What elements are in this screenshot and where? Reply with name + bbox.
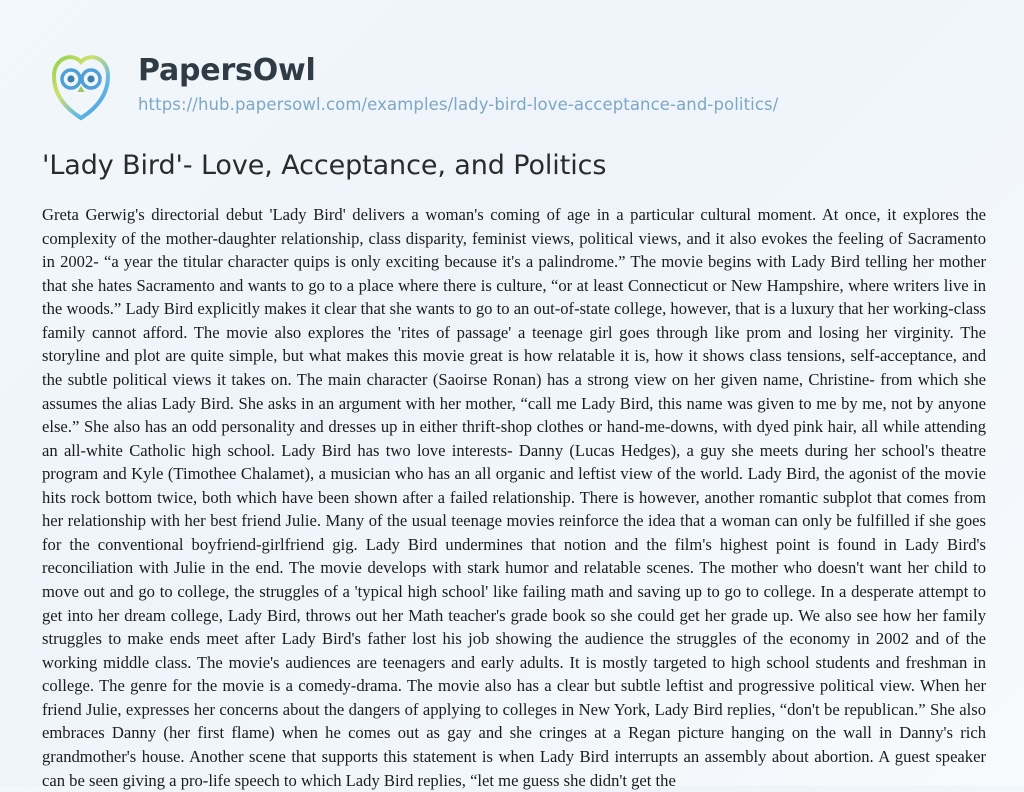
article-body-text: Greta Gerwig's directorial debut 'Lady Bird' delivers a woman's coming of age in a particular cultural moment. At once, it explores the complexity of the mother-daughter relationship, class disparity, feminist views, political views, and it also evokes the feeling of Sacramento in 2002- “a year the titular character quips is only exciting because it's a palindrome.” The movie begins with Lady Bird telling her mother that she hates Sacramento and wants to go to a place where there is culture, “or at least Connecticut or New Hampshire, where writers live in the woods.” Lady Bird explicitly makes it clear that she wants to go to an out-of-state college, however, that is a luxury that her working-class family cannot afford. The movie also explores the 'rites of passage' a teenage girl goes through like prom and losing her virginity. The storyline and plot are quite simple, but what makes this movie great is how relatable it is, how it shows class tensions, self-acceptance, and the subtle political views it takes on. The main character (Saoirse Ronan) has a strong view on her given name, Christine- from which she assumes the alias Lady Bird. She asks in an argument with her mother, “call me Lady Bird, this name was given to me by me, not by anyone else.” She also has an odd personality and dresses up in either thrift-shop clothes or hand-me-downs, with dyed pink hair, all while attending an all-white Catholic high school. Lady Bird has two love interests- Danny (Lucas Hedges), a guy she meets during her school's theatre program and Kyle (Timothee Chalamet), a musician who has an all organic and leftist view of the world. Lady Bird, the agonist of the movie hits rock bottom twice, both which have been shown after a failed relationship. There is however, another romantic subplot that comes from her relationship with her best friend Julie. Many of the usual teenage movies reinforce the idea that a woman can only be fulfilled if she goes for the conventional boyfriend-girlfriend gig. Lady Bird undermines that notion and the film's highest point is found in Lady Bird's reconciliation with Julie in the end. The movie develops with stark humor and relatable scenes. The mother who doesn't want her child to move out and go to college, the struggles of a 'typical high school' like failing math and saving up to go to college. In a desperate attempt to get into her dream college, Lady Bird, throws out her Math teacher's grade book so she could get her grade up. We also see how her family struggles to make ends meet after Lady Bird's father lost his job showing the audience the struggles of the economy in 2002 and of the working middle class. The movie's audiences are teenagers and early adults. It is mostly targeted to high school students and freshman in college. The genre for the movie is a comedy-drama. The movie also has a clear but subtle leftist and progressive political view. When her friend Julie, expresses her concerns about the dangers of applying to colleges in New York, Lady Bird replies, “don't be republican.” She also embraces Danny (her first flame) when he comes out as gay and she cringes at a Regan picture hanging on the wall in Danny's rich grandmother's house. Another scene that supports this statement is when Lady Bird interrupts an assembly about abortion. A guest speaker can be seen giving a pro-life speech to which Lady Bird replies, “let me guess she didn't get the xyxy=(42,205,986,790)
brand-block xyxy=(138,42,778,114)
page-title: 'Lady Bird'- Love, Acceptance, and Politics xyxy=(42,150,607,181)
source-url[interactable]: https://hub.papersowl.com/examples/lady-bird-love-acceptance-and-politics/ xyxy=(138,95,779,114)
brand-name: PapersOwl xyxy=(138,53,316,88)
owl-logo-icon xyxy=(42,46,120,124)
site-header xyxy=(42,42,984,124)
